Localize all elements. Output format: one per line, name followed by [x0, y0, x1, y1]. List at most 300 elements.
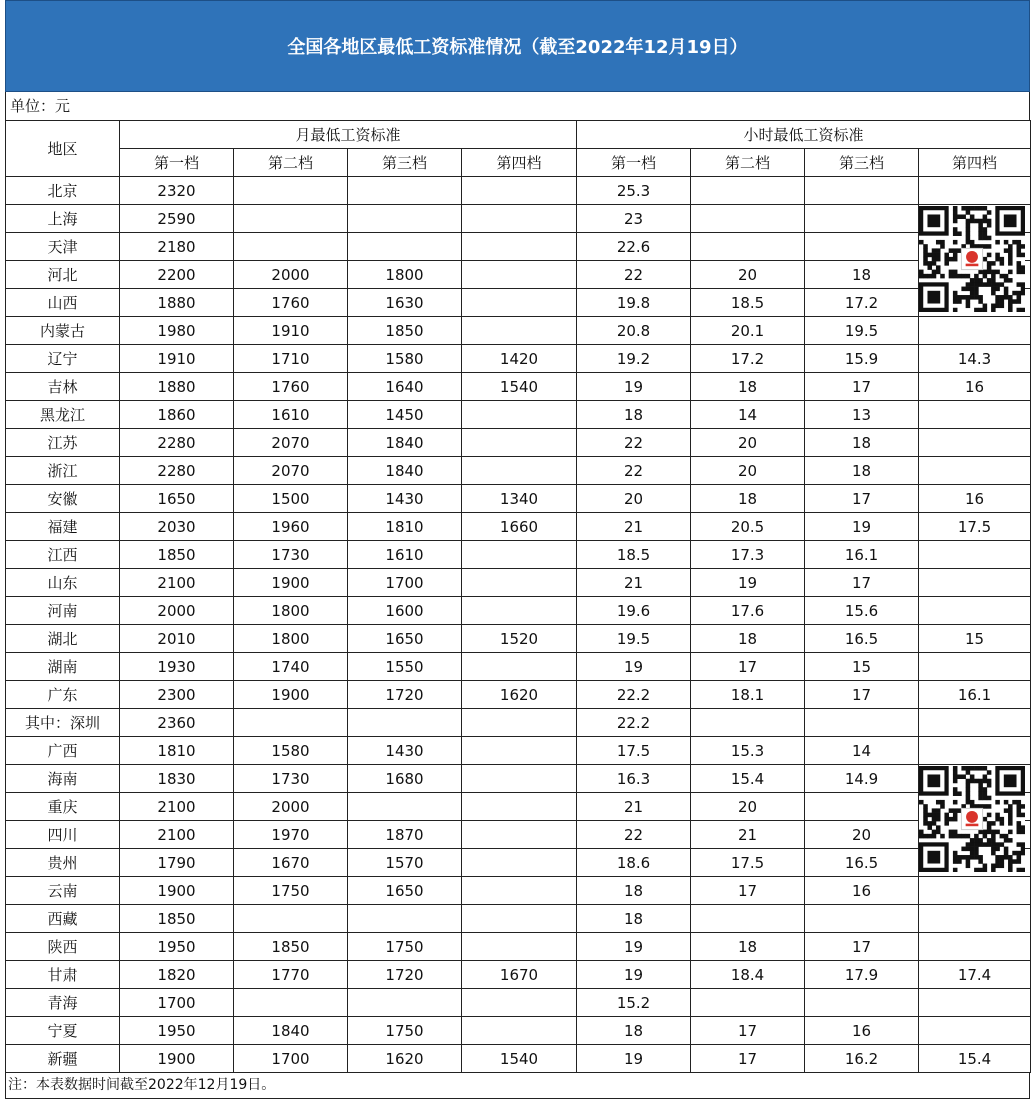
hourly-tier-1-cell: 23	[577, 205, 691, 233]
region-cell: 重庆	[6, 793, 120, 821]
table-row	[6, 541, 1031, 569]
monthly-tier-2-cell: 1800	[234, 625, 348, 653]
region-cell: 北京	[6, 177, 120, 205]
monthly-tier-1-cell: 1950	[120, 933, 234, 961]
header-monthly-group: 月最低工资标准	[120, 121, 577, 149]
hourly-tier-2-cell: 17.2	[691, 345, 805, 373]
monthly-tier-2-cell: 1740	[234, 653, 348, 681]
hourly-tier-2-cell: 17.3	[691, 541, 805, 569]
region-cell: 安徽	[6, 485, 120, 513]
monthly-tier-1-cell: 2100	[120, 793, 234, 821]
monthly-tier-3-cell: 1800	[348, 261, 462, 289]
hourly-tier-3-cell: 16.2	[805, 1045, 919, 1073]
hourly-tier-3-cell: 13	[805, 401, 919, 429]
monthly-tier-4-cell: 1420	[462, 345, 577, 373]
monthly-tier-3-cell: 1680	[348, 765, 462, 793]
hourly-tier-4-cell	[919, 905, 1031, 933]
monthly-tier-2-cell: 1750	[234, 877, 348, 905]
monthly-tier-4-cell	[462, 317, 577, 345]
hourly-tier-1-cell: 19	[577, 933, 691, 961]
table-row	[6, 1017, 1031, 1045]
monthly-tier-2-cell: 1700	[234, 1045, 348, 1073]
monthly-tier-3-cell: 1650	[348, 877, 462, 905]
monthly-tier-4-cell	[462, 1017, 577, 1045]
monthly-tier-4-cell	[462, 709, 577, 737]
table-row	[6, 681, 1031, 709]
hourly-tier-1-cell: 22	[577, 821, 691, 849]
hourly-tier-3-cell: 18	[805, 429, 919, 457]
region-cell: 福建	[6, 513, 120, 541]
hourly-tier-4-cell	[919, 653, 1031, 681]
hourly-tier-4-cell	[919, 541, 1031, 569]
hourly-tier-1-cell: 22	[577, 429, 691, 457]
monthly-tier-2-cell	[234, 233, 348, 261]
monthly-tier-1-cell: 1860	[120, 401, 234, 429]
monthly-tier-2-cell: 1760	[234, 289, 348, 317]
table-row	[6, 905, 1031, 933]
monthly-tier-1-cell: 2300	[120, 681, 234, 709]
monthly-tier-1-cell: 2100	[120, 821, 234, 849]
wage-table	[5, 120, 1031, 1073]
region-cell: 海南	[6, 765, 120, 793]
monthly-tier-3-cell	[348, 793, 462, 821]
table-title: 全国各地区最低工资标准情况（截至2022年12月19日）	[5, 0, 1030, 92]
hourly-tier-1-cell: 21	[577, 569, 691, 597]
hourly-tier-2-cell: 18	[691, 485, 805, 513]
monthly-tier-4-cell: 1540	[462, 373, 577, 401]
hourly-tier-3-cell: 15	[805, 653, 919, 681]
hourly-tier-2-cell	[691, 177, 805, 205]
monthly-tier-3-cell: 1570	[348, 849, 462, 877]
hourly-tier-2-cell	[691, 233, 805, 261]
hourly-tier-4-cell: 16	[919, 373, 1031, 401]
hourly-tier-2-cell	[691, 905, 805, 933]
monthly-tier-1-cell: 1880	[120, 289, 234, 317]
monthly-tier-1-cell: 1900	[120, 877, 234, 905]
hourly-tier-4-cell: 16.1	[919, 681, 1031, 709]
hourly-tier-4-cell	[919, 933, 1031, 961]
region-cell: 浙江	[6, 457, 120, 485]
monthly-tier-1-cell: 1700	[120, 989, 234, 1017]
hourly-tier-1-cell: 21	[577, 513, 691, 541]
hourly-tier-2-cell: 15.4	[691, 765, 805, 793]
table-row	[6, 877, 1031, 905]
hourly-tier-3-cell: 19	[805, 513, 919, 541]
region-cell: 辽宁	[6, 345, 120, 373]
monthly-tier-2-cell	[234, 905, 348, 933]
hourly-tier-2-cell: 20	[691, 457, 805, 485]
hourly-tier-2-cell: 21	[691, 821, 805, 849]
hourly-tier-1-cell: 18.6	[577, 849, 691, 877]
header-monthly-tier-4: 第四档	[462, 149, 577, 177]
hourly-tier-4-cell	[919, 1017, 1031, 1045]
hourly-tier-3-cell	[805, 989, 919, 1017]
monthly-tier-2-cell: 2000	[234, 793, 348, 821]
monthly-tier-3-cell: 1720	[348, 681, 462, 709]
monthly-tier-2-cell: 1770	[234, 961, 348, 989]
monthly-tier-1-cell: 2320	[120, 177, 234, 205]
monthly-tier-4-cell	[462, 205, 577, 233]
hourly-tier-3-cell: 16.5	[805, 849, 919, 877]
monthly-tier-1-cell: 2280	[120, 457, 234, 485]
monthly-tier-3-cell: 1430	[348, 737, 462, 765]
hourly-tier-2-cell: 20.5	[691, 513, 805, 541]
hourly-tier-1-cell: 25.3	[577, 177, 691, 205]
monthly-tier-3-cell	[348, 205, 462, 233]
monthly-tier-4-cell	[462, 457, 577, 485]
region-cell: 吉林	[6, 373, 120, 401]
table-row	[6, 653, 1031, 681]
monthly-tier-1-cell: 2100	[120, 569, 234, 597]
monthly-tier-3-cell: 1720	[348, 961, 462, 989]
monthly-tier-1-cell: 2030	[120, 513, 234, 541]
table-row	[6, 177, 1031, 205]
monthly-tier-3-cell: 1750	[348, 933, 462, 961]
hourly-tier-1-cell: 19.5	[577, 625, 691, 653]
monthly-tier-3-cell: 1650	[348, 625, 462, 653]
monthly-tier-4-cell	[462, 401, 577, 429]
hourly-tier-1-cell: 15.2	[577, 989, 691, 1017]
hourly-tier-2-cell: 18	[691, 933, 805, 961]
hourly-tier-4-cell	[919, 317, 1031, 345]
hourly-tier-2-cell: 17	[691, 1017, 805, 1045]
monthly-tier-4-cell: 1540	[462, 1045, 577, 1073]
region-cell: 山东	[6, 569, 120, 597]
region-cell: 上海	[6, 205, 120, 233]
hourly-tier-1-cell: 22	[577, 261, 691, 289]
monthly-tier-3-cell	[348, 989, 462, 1017]
monthly-tier-4-cell	[462, 289, 577, 317]
hourly-tier-1-cell: 18	[577, 905, 691, 933]
monthly-tier-1-cell: 1910	[120, 345, 234, 373]
hourly-tier-2-cell: 18	[691, 625, 805, 653]
region-cell: 云南	[6, 877, 120, 905]
hourly-tier-4-cell: 15	[919, 625, 1031, 653]
region-cell: 天津	[6, 233, 120, 261]
monthly-tier-2-cell: 1850	[234, 933, 348, 961]
hourly-tier-3-cell: 17.2	[805, 289, 919, 317]
header-hourly-tier-4: 第四档	[919, 149, 1031, 177]
monthly-tier-4-cell	[462, 849, 577, 877]
region-cell: 江苏	[6, 429, 120, 457]
hourly-tier-1-cell: 20.8	[577, 317, 691, 345]
hourly-tier-2-cell: 17	[691, 653, 805, 681]
monthly-tier-2-cell	[234, 709, 348, 737]
table-row	[6, 289, 1031, 317]
region-cell: 湖北	[6, 625, 120, 653]
hourly-tier-2-cell: 17	[691, 1045, 805, 1073]
hourly-tier-4-cell	[919, 877, 1031, 905]
monthly-tier-4-cell	[462, 989, 577, 1017]
hourly-tier-3-cell: 15.6	[805, 597, 919, 625]
hourly-tier-4-cell: 17.5	[919, 513, 1031, 541]
region-cell: 山西	[6, 289, 120, 317]
hourly-tier-3-cell: 17	[805, 373, 919, 401]
region-cell: 黑龙江	[6, 401, 120, 429]
hourly-tier-1-cell: 18	[577, 401, 691, 429]
monthly-tier-1-cell: 1900	[120, 1045, 234, 1073]
hourly-tier-2-cell	[691, 205, 805, 233]
monthly-tier-4-cell	[462, 793, 577, 821]
hourly-tier-1-cell: 19	[577, 1045, 691, 1073]
hourly-tier-1-cell: 16.3	[577, 765, 691, 793]
hourly-tier-4-cell: 17.4	[919, 961, 1031, 989]
hourly-tier-1-cell: 22	[577, 457, 691, 485]
monthly-tier-2-cell: 1910	[234, 317, 348, 345]
region-cell: 河北	[6, 261, 120, 289]
table-row	[6, 597, 1031, 625]
monthly-tier-4-cell	[462, 569, 577, 597]
monthly-tier-3-cell: 1610	[348, 541, 462, 569]
region-cell: 青海	[6, 989, 120, 1017]
monthly-tier-2-cell: 2000	[234, 261, 348, 289]
monthly-tier-4-cell: 1670	[462, 961, 577, 989]
hourly-tier-3-cell	[805, 793, 919, 821]
region-cell: 四川	[6, 821, 120, 849]
hourly-tier-2-cell: 18	[691, 373, 805, 401]
header-region: 地区	[6, 121, 120, 177]
monthly-tier-2-cell: 1900	[234, 681, 348, 709]
header-hourly-tier-3: 第三档	[805, 149, 919, 177]
spreadsheet	[5, 0, 1030, 1099]
monthly-tier-2-cell: 1710	[234, 345, 348, 373]
hourly-tier-2-cell: 18.1	[691, 681, 805, 709]
monthly-tier-1-cell: 2590	[120, 205, 234, 233]
header-hourly-group: 小时最低工资标准	[577, 121, 1031, 149]
region-cell: 河南	[6, 597, 120, 625]
hourly-tier-2-cell: 18.5	[691, 289, 805, 317]
table-row	[6, 765, 1031, 793]
monthly-tier-1-cell: 1880	[120, 373, 234, 401]
monthly-tier-4-cell	[462, 177, 577, 205]
region-cell: 湖南	[6, 653, 120, 681]
hourly-tier-1-cell: 19	[577, 961, 691, 989]
monthly-tier-4-cell: 1620	[462, 681, 577, 709]
header-monthly-tier-3: 第三档	[348, 149, 462, 177]
table-row	[6, 513, 1031, 541]
table-row	[6, 205, 1031, 233]
qr-code-icon[interactable]	[919, 206, 1025, 312]
monthly-tier-2-cell: 1800	[234, 597, 348, 625]
monthly-tier-2-cell: 1760	[234, 373, 348, 401]
hourly-tier-3-cell: 17	[805, 485, 919, 513]
table-row	[6, 793, 1031, 821]
hourly-tier-1-cell: 22.2	[577, 709, 691, 737]
monthly-tier-3-cell: 1870	[348, 821, 462, 849]
monthly-tier-3-cell	[348, 177, 462, 205]
monthly-tier-2-cell: 1730	[234, 765, 348, 793]
hourly-tier-3-cell: 15.9	[805, 345, 919, 373]
monthly-tier-4-cell	[462, 597, 577, 625]
hourly-tier-3-cell: 14.9	[805, 765, 919, 793]
hourly-tier-3-cell: 20	[805, 821, 919, 849]
hourly-tier-1-cell: 19	[577, 373, 691, 401]
monthly-tier-3-cell	[348, 709, 462, 737]
monthly-tier-2-cell: 1970	[234, 821, 348, 849]
hourly-tier-2-cell: 17.6	[691, 597, 805, 625]
hourly-tier-3-cell: 17.9	[805, 961, 919, 989]
monthly-tier-3-cell: 1840	[348, 429, 462, 457]
monthly-tier-1-cell: 1820	[120, 961, 234, 989]
table-row	[6, 233, 1031, 261]
monthly-tier-4-cell: 1520	[462, 625, 577, 653]
table-row	[6, 373, 1031, 401]
hourly-tier-1-cell: 18.5	[577, 541, 691, 569]
monthly-tier-2-cell: 2070	[234, 457, 348, 485]
hourly-tier-2-cell: 15.3	[691, 737, 805, 765]
region-cell: 新疆	[6, 1045, 120, 1073]
hourly-tier-2-cell: 19	[691, 569, 805, 597]
hourly-tier-1-cell: 19.8	[577, 289, 691, 317]
table-row	[6, 709, 1031, 737]
monthly-tier-1-cell: 2180	[120, 233, 234, 261]
hourly-tier-4-cell	[919, 989, 1031, 1017]
region-cell: 西藏	[6, 905, 120, 933]
hourly-tier-4-cell	[919, 429, 1031, 457]
table-row	[6, 317, 1031, 345]
monthly-tier-4-cell	[462, 429, 577, 457]
hourly-tier-2-cell	[691, 989, 805, 1017]
hourly-tier-3-cell: 16.5	[805, 625, 919, 653]
region-cell: 其中：深圳	[6, 709, 120, 737]
region-cell: 内蒙古	[6, 317, 120, 345]
hourly-tier-3-cell: 17	[805, 933, 919, 961]
table-row	[6, 625, 1031, 653]
region-cell: 陕西	[6, 933, 120, 961]
hourly-tier-2-cell: 17	[691, 877, 805, 905]
unit-label: 单位：元	[5, 92, 1030, 120]
monthly-tier-3-cell: 1850	[348, 317, 462, 345]
monthly-tier-1-cell: 1850	[120, 541, 234, 569]
region-cell: 贵州	[6, 849, 120, 877]
table-row	[6, 261, 1031, 289]
monthly-tier-4-cell	[462, 541, 577, 569]
monthly-tier-2-cell	[234, 989, 348, 1017]
region-cell: 宁夏	[6, 1017, 120, 1045]
monthly-tier-2-cell	[234, 205, 348, 233]
monthly-tier-1-cell: 2200	[120, 261, 234, 289]
monthly-tier-4-cell	[462, 877, 577, 905]
hourly-tier-2-cell: 17.5	[691, 849, 805, 877]
monthly-tier-1-cell: 2360	[120, 709, 234, 737]
monthly-tier-1-cell: 2010	[120, 625, 234, 653]
monthly-tier-2-cell: 1670	[234, 849, 348, 877]
monthly-tier-3-cell: 1840	[348, 457, 462, 485]
monthly-tier-1-cell: 1810	[120, 737, 234, 765]
hourly-tier-3-cell: 17	[805, 681, 919, 709]
monthly-tier-4-cell	[462, 765, 577, 793]
monthly-tier-3-cell: 1810	[348, 513, 462, 541]
monthly-tier-4-cell	[462, 261, 577, 289]
hourly-tier-1-cell: 18	[577, 1017, 691, 1045]
hourly-tier-3-cell: 16	[805, 877, 919, 905]
monthly-tier-1-cell: 1650	[120, 485, 234, 513]
header-monthly-tier-1: 第一档	[120, 149, 234, 177]
table-row	[6, 429, 1031, 457]
monthly-tier-1-cell: 2280	[120, 429, 234, 457]
table-row	[6, 961, 1031, 989]
hourly-tier-3-cell: 18	[805, 457, 919, 485]
monthly-tier-2-cell: 1960	[234, 513, 348, 541]
table-row	[6, 1045, 1031, 1073]
hourly-tier-4-cell: 14.3	[919, 345, 1031, 373]
footnote: 注：本表数据时间截至2022年12月19日。	[5, 1073, 1030, 1099]
hourly-tier-2-cell: 20	[691, 793, 805, 821]
monthly-tier-4-cell: 1660	[462, 513, 577, 541]
table-row	[6, 485, 1031, 513]
monthly-tier-4-cell	[462, 905, 577, 933]
monthly-tier-4-cell	[462, 933, 577, 961]
hourly-tier-3-cell	[805, 709, 919, 737]
monthly-tier-3-cell: 1630	[348, 289, 462, 317]
hourly-tier-1-cell: 19.6	[577, 597, 691, 625]
monthly-tier-4-cell	[462, 737, 577, 765]
monthly-tier-1-cell: 1980	[120, 317, 234, 345]
monthly-tier-4-cell: 1340	[462, 485, 577, 513]
hourly-tier-2-cell: 20	[691, 261, 805, 289]
monthly-tier-1-cell: 1950	[120, 1017, 234, 1045]
monthly-tier-3-cell	[348, 233, 462, 261]
header-monthly-tier-2: 第二档	[234, 149, 348, 177]
hourly-tier-2-cell: 20.1	[691, 317, 805, 345]
table-row	[6, 989, 1031, 1017]
monthly-tier-2-cell: 2070	[234, 429, 348, 457]
hourly-tier-1-cell: 18	[577, 877, 691, 905]
hourly-tier-3-cell: 18	[805, 261, 919, 289]
monthly-tier-3-cell: 1640	[348, 373, 462, 401]
region-cell: 甘肃	[6, 961, 120, 989]
monthly-tier-1-cell: 1790	[120, 849, 234, 877]
table-row	[6, 345, 1031, 373]
hourly-tier-4-cell: 15.4	[919, 1045, 1031, 1073]
hourly-tier-3-cell: 14	[805, 737, 919, 765]
table-row	[6, 821, 1031, 849]
monthly-tier-2-cell: 1900	[234, 569, 348, 597]
qr-code-icon[interactable]	[919, 766, 1025, 872]
hourly-tier-1-cell: 19.2	[577, 345, 691, 373]
hourly-tier-1-cell: 17.5	[577, 737, 691, 765]
monthly-tier-3-cell: 1750	[348, 1017, 462, 1045]
hourly-tier-1-cell: 20	[577, 485, 691, 513]
hourly-tier-1-cell: 22.2	[577, 681, 691, 709]
region-cell: 江西	[6, 541, 120, 569]
hourly-tier-2-cell: 14	[691, 401, 805, 429]
hourly-tier-4-cell	[919, 569, 1031, 597]
header-hourly-tier-2: 第二档	[691, 149, 805, 177]
hourly-tier-3-cell: 19.5	[805, 317, 919, 345]
monthly-tier-1-cell: 2000	[120, 597, 234, 625]
monthly-tier-2-cell: 1610	[234, 401, 348, 429]
hourly-tier-2-cell: 20	[691, 429, 805, 457]
monthly-tier-2-cell: 1580	[234, 737, 348, 765]
hourly-tier-1-cell: 21	[577, 793, 691, 821]
hourly-tier-4-cell	[919, 401, 1031, 429]
region-cell: 广东	[6, 681, 120, 709]
monthly-tier-2-cell: 1840	[234, 1017, 348, 1045]
monthly-tier-1-cell: 1850	[120, 905, 234, 933]
monthly-tier-2-cell: 1730	[234, 541, 348, 569]
monthly-tier-1-cell: 1930	[120, 653, 234, 681]
monthly-tier-2-cell	[234, 177, 348, 205]
table-row	[6, 737, 1031, 765]
hourly-tier-3-cell: 16.1	[805, 541, 919, 569]
hourly-tier-2-cell	[691, 709, 805, 737]
hourly-tier-4-cell	[919, 709, 1031, 737]
hourly-tier-3-cell: 16	[805, 1017, 919, 1045]
hourly-tier-3-cell	[805, 205, 919, 233]
hourly-tier-4-cell	[919, 457, 1031, 485]
monthly-tier-4-cell	[462, 653, 577, 681]
